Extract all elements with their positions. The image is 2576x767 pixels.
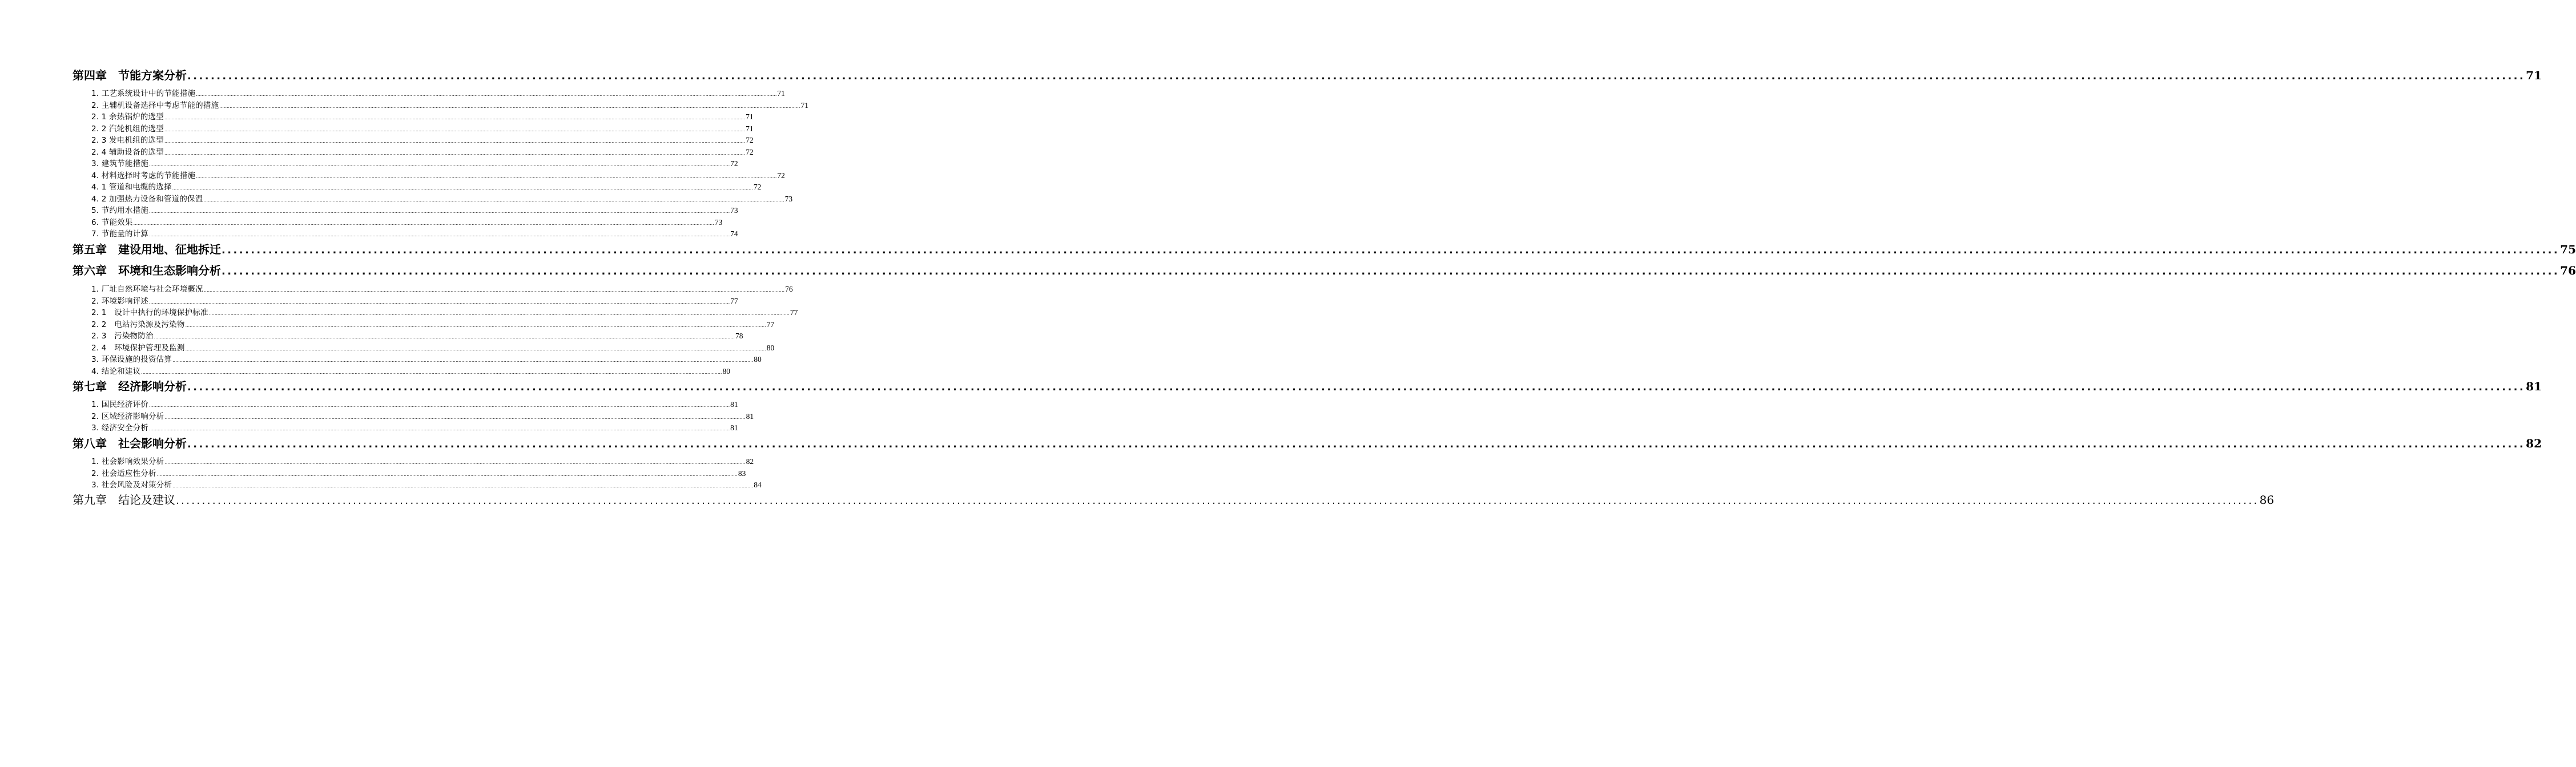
toc-dot-leader: ................................................................................................................................................................................................................................................................................................................................................................................................................ [196,92,777,97]
toc-entry-title: 1. 国民经济评价 [91,400,148,409]
toc-page-number: 72 [753,183,762,191]
toc-dot-leader: ................................................................................................................................................................................................................................................................................................................................................................................................................ [164,127,746,132]
toc-page-number: 73 [714,218,723,227]
toc-entry-title: 2. 3 发电机组的选型 [91,136,164,145]
toc-section-entry[interactable] [91,134,754,145]
toc-section-entry[interactable] [91,353,762,364]
toc-dot-leader: ................................................................................................................................................................................................................................................................................................................................................................................................................ [187,70,2526,82]
toc-entry-title: 第五章 建设用地、征地拆迁 [73,243,221,256]
toc-entry-title: 3. 社会风险及对策分析 [91,481,172,490]
toc-dot-leader: ................................................................................................................................................................................................................................................................................................................................................................................................................ [164,115,746,120]
toc-section-entry[interactable] [91,410,754,421]
toc-dot-leader: ................................................................................................................................................................................................................................................................................................................................................................................................................ [187,438,2526,450]
toc-entry-title: 1. 社会影响效果分析 [91,457,164,466]
toc-entry-title: 2. 2 汽轮机组的选型 [91,124,164,134]
toc-dot-leader: ................................................................................................................................................................................................................................................................................................................................................................................................................ [185,346,766,352]
toc-entry-title: 2. 主辅机设备选择中考虑节能的措施 [91,101,219,110]
toc-page-number: 81 [2526,380,2542,393]
toc-page-number: 80 [754,355,762,364]
toc-chapter-entry[interactable] [73,491,2275,508]
toc-section-entry[interactable] [91,467,746,478]
toc-page-number: 72 [746,148,754,156]
toc-dot-leader: ................................................................................................................................................................................................................................................................................................................................................................................................................ [172,185,753,191]
toc-chapter-entry[interactable] [73,261,2576,278]
toc-section-entry[interactable] [91,146,754,157]
toc-section-entry[interactable] [91,99,808,110]
toc-chapter-entry[interactable] [73,240,2576,257]
toc-page-number: 83 [738,469,746,478]
toc-section-entry[interactable] [91,204,738,215]
toc-dot-leader: ................................................................................................................................................................................................................................................................................................................................................................................................................ [148,403,730,408]
toc-entry-title: 4. 2 加强热力设备和管道的保温 [91,195,203,204]
toc-page-number: 71 [746,112,754,121]
toc-entry-title: 1. 厂址自然环境与社会环境概况 [91,285,203,294]
toc-section-entry[interactable] [91,282,793,294]
toc-section-entry[interactable] [91,294,738,306]
toc-dot-leader: ................................................................................................................................................................................................................................................................................................................................................................................................................ [156,472,738,477]
toc-page-number: 82 [746,457,754,466]
toc-page-number: 76 [2560,264,2576,277]
toc-section-entry[interactable] [91,398,738,409]
toc-section-entry[interactable] [91,169,785,180]
toc-page-number: 76 [785,285,793,293]
toc-page-number: 86 [2259,493,2275,507]
toc-page-number: 74 [730,229,738,238]
toc-entry-title: 4. 1 管道和电缆的选择 [91,183,172,192]
toc-section-entry[interactable] [91,421,738,433]
toc-entry-title: 4. 材料选择时考虑的节能措施 [91,171,196,180]
toc-entry-title: 第四章 节能方案分析 [73,68,187,82]
toc-dot-leader: ................................................................................................................................................................................................................................................................................................................................................................................................................ [148,300,730,305]
toc-section-entry[interactable] [91,192,793,204]
toc-section-entry[interactable] [91,87,785,98]
toc-entry-title: 7. 节能量的计算 [91,229,148,239]
toc-page-number: 78 [735,332,743,340]
toc-section-entry[interactable] [91,329,743,341]
toc-page-number: 73 [730,206,738,215]
toc-section-entry[interactable] [91,110,754,122]
toc-page-number: 77 [790,308,798,317]
toc-page-number: 82 [2526,437,2542,450]
toc-page-number: 80 [722,367,730,376]
toc-page-number: 77 [766,320,775,329]
toc-entry-title: 第六章 环境和生态影响分析 [73,264,221,277]
toc-page-number: 71 [2526,68,2542,82]
toc-dot-leader: ................................................................................................................................................................................................................................................................................................................................................................................................................ [203,288,785,293]
toc-entry-title: 4. 结论和建议 [91,367,141,376]
toc-dot-leader: ................................................................................................................................................................................................................................................................................................................................................................................................................ [222,244,2560,256]
toc-entry-title: 2. 1 设计中执行的环境保护标准 [91,308,208,317]
toc-entry-title: 2. 社会适应性分析 [91,469,156,478]
toc-entry-title: 2. 2 电站污染源及污染物 [91,320,185,329]
toc-chapter-entry[interactable] [73,377,2542,394]
toc-dot-leader: ................................................................................................................................................................................................................................................................................................................................................................................................................ [203,197,784,203]
toc-page-number: 81 [730,423,738,432]
toc-page-number: 72 [777,171,785,180]
toc-entry-title: 3. 环保设施的投资估算 [91,355,172,364]
toc-page-number: 71 [746,124,754,133]
toc-dot-leader: ................................................................................................................................................................................................................................................................................................................................................................................................................ [172,358,754,363]
toc-dot-leader: ................................................................................................................................................................................................................................................................................................................................................................................................................ [185,323,766,328]
toc-section-entry[interactable] [91,227,738,239]
toc-entry-title: 2. 4 辅助设备的选型 [91,148,164,157]
toc-section-entry[interactable] [91,122,754,134]
toc-section-entry[interactable] [91,455,754,466]
toc-entry-title: 3. 经济安全分析 [91,423,148,433]
toc-dot-leader: ................................................................................................................................................................................................................................................................................................................................................................................................................ [133,221,714,226]
toc-dot-leader: ................................................................................................................................................................................................................................................................................................................................................................................................................ [148,162,730,167]
toc-section-entry[interactable] [91,216,723,227]
toc-dot-leader: ................................................................................................................................................................................................................................................................................................................................................................................................................ [148,426,730,431]
toc-section-entry[interactable] [91,365,730,376]
toc-dot-leader: ................................................................................................................................................................................................................................................................................................................................................................................................................ [164,460,746,465]
toc-section-entry[interactable] [91,306,798,317]
toc-chapter-entry[interactable] [73,434,2542,451]
toc-entry-title: 6. 节能效果 [91,218,133,227]
toc-page-number: 71 [777,89,785,98]
toc-page-number: 84 [754,481,762,489]
toc-chapter-entry[interactable] [73,66,2542,83]
toc-entry-title: 2. 环境影响评述 [91,297,148,306]
toc-page-number: 71 [800,101,808,110]
toc-section-entry[interactable] [91,318,775,329]
toc-dot-leader: ................................................................................................................................................................................................................................................................................................................................................................................................................ [148,209,730,214]
toc-entry-title: 2. 4 环境保护管理及监测 [91,344,185,353]
toc-dot-leader: ................................................................................................................................................................................................................................................................................................................................................................................................................ [172,483,754,489]
toc-dot-leader: ................................................................................................................................................................................................................................................................................................................................................................................................................ [187,381,2526,393]
toc-page-number: 80 [766,344,775,352]
toc-section-entry[interactable] [91,157,738,168]
toc-page-number: 75 [2560,243,2576,256]
toc-dot-leader: ................................................................................................................................................................................................................................................................................................................................................................................................................ [154,334,735,340]
toc-section-entry[interactable] [91,341,775,353]
toc-entry-title: 第八章 社会影响分析 [73,437,187,450]
toc-dot-leader: ................................................................................................................................................................................................................................................................................................................................................................................................................ [164,151,746,156]
toc-dot-leader: ................................................................................................................................................................................................................................................................................................................................................................................................................ [141,370,722,375]
toc-entry-title: 3. 建筑节能措施 [91,159,148,168]
toc-page-number: 72 [730,159,738,168]
toc-dot-leader: ................................................................................................................................................................................................................................................................................................................................................................................................................ [164,415,746,420]
toc-section-entry[interactable] [91,180,762,192]
toc-dot-leader: ................................................................................................................................................................................................................................................................................................................................................................................................................ [148,232,730,237]
toc-page-number: 77 [730,297,738,305]
toc-entry-title: 第九章 结论及建议 [73,493,175,507]
toc-dot-leader: ................................................................................................................................................................................................................................................................................................................................................................................................................ [164,139,746,144]
toc-entry-title: 第七章 经济影响分析 [73,380,187,393]
toc-page-number: 72 [746,136,754,144]
toc-entry-title: 2. 区域经济影响分析 [91,412,164,421]
toc-page-number: 73 [784,195,793,203]
toc-dot-leader: ................................................................................................................................................................................................................................................................................................................................................................................................................ [222,265,2560,277]
toc-page-number: 81 [746,412,754,421]
toc-entry-title: 2. 3 污染物防治 [91,332,154,341]
toc-dot-leader: ................................................................................................................................................................................................................................................................................................................................................................................................................ [219,104,800,109]
toc-section-entry[interactable] [91,478,762,490]
toc-entry-title: 1. 工艺系统设计中的节能措施 [91,89,196,98]
toc-page-number: 81 [730,400,738,409]
toc-dot-leader: ................................................................................................................................................................................................................................................................................................................................................................................................................ [208,311,790,316]
toc-dot-leader: ................................................................................................................................................................................................................................................................................................................................................................................................................ [196,174,777,179]
toc-entry-title: 5. 节约用水措施 [91,206,148,215]
toc-dot-leader: ................................................................................................................................................................................................................................................................................................................................................................................................................ [176,495,2259,507]
toc-entry-title: 2. 1 余热锅炉的选型 [91,112,164,122]
